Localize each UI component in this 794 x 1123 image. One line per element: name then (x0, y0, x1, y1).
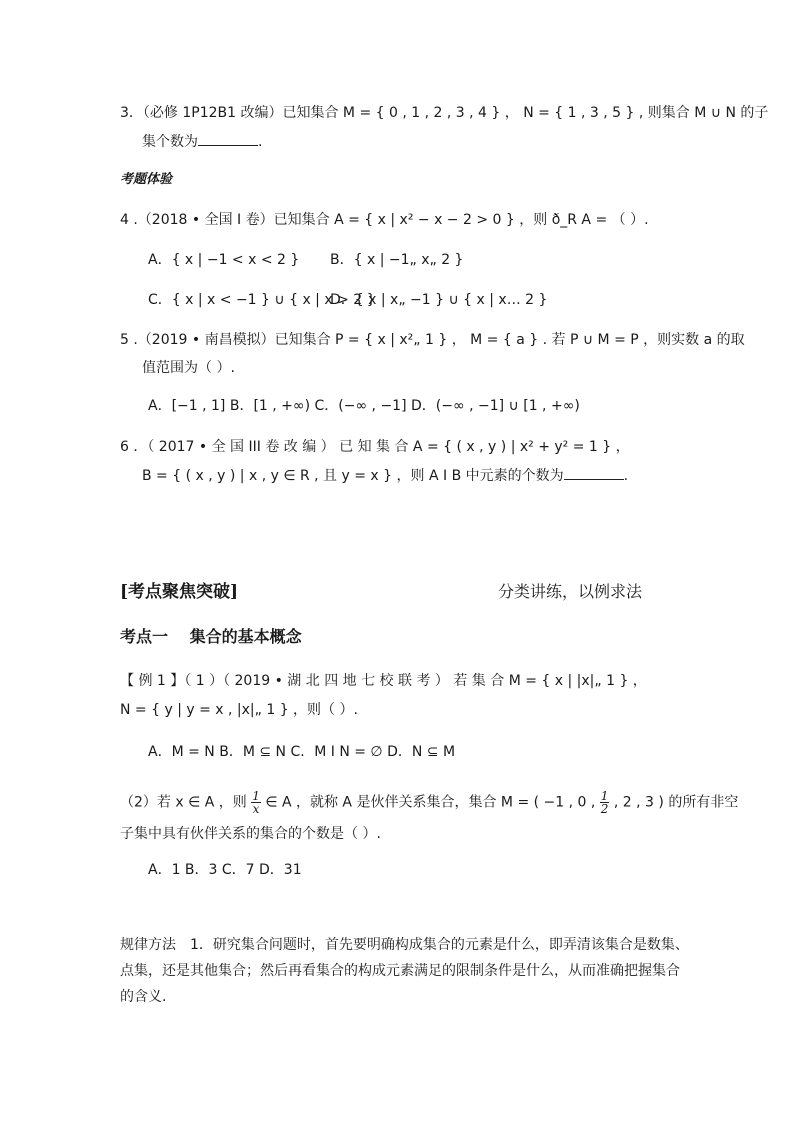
question-4-option-a: A．{ x | −1 < x < 2 } (148, 252, 300, 268)
question-5-line-1: 5 .（2019 • 南昌模拟）已知集合 P = { x | x²„ 1 } ， M = { a } . 若 P ∪ M = P ，则实数 a 的取 (120, 332, 745, 348)
question-6-text: B = { ( x , y ) | x , y ∈ R , 且 y = x } ，则 A I B 中元素的个数为 (142, 468, 564, 484)
fraction-denominator: 2 (600, 802, 609, 816)
fraction-one-over-x (251, 790, 261, 815)
section-subtitle: 分类讲练，以例求法 (498, 582, 643, 601)
method-line-3: 的含义. (120, 989, 167, 1005)
example-2-options: A．1 B．3 C．7 D．31 (148, 862, 302, 878)
example-1-line-2: N = { y | y = x , |x|„ 1 } ，则（ ）. (120, 702, 358, 718)
example-2-line-2: 子集中具有伙伴关系的集合的个数是（ ）. (120, 826, 381, 842)
question-5-line-2: 值范围为（ ）. (142, 360, 235, 376)
example-2-text-mid: ∈ A ，就称 A 是伙伴关系集合，集合 M = ( −1 , 0 , (265, 794, 596, 811)
fraction-numerator: 1 (252, 789, 260, 803)
method-line-2: 点集，还是其他集合；然后再看集合的构成元素满足的限制条件是什么，从而准确把握集合 (120, 963, 680, 979)
question-3-line-1: 3．（必修 1P12B1 改编）已知集合 M = { 0 , 1 , 2 , 3 , 4 } ， N = { 1 , 3 , 5 } , 则集合 M ∪ N 的子 (120, 105, 769, 121)
question-5-options: A．[−1 , 1] B．[1 , +∞) C．(−∞ , −1] D．(−∞ , −1] ∪ [1 , +∞) (148, 398, 580, 414)
question-4-option-d: D．{ x | x„ −1 } ∪ { x | x… 2 } (330, 292, 548, 308)
answer-blank[interactable] (564, 465, 624, 480)
exam-experience-heading: 考题体验 (120, 172, 173, 187)
example-2-text-post: , 2 , 3 ) 的所有非空 (613, 794, 739, 811)
example-2-text-pre: （2）若 x ∈ A ，则 (120, 794, 247, 811)
fraction-denominator: x (252, 802, 260, 816)
key-point-heading: 考点一 集合的基本概念 (120, 627, 302, 646)
example-1-options: A．M = N B．M ⊆ N C．M I N = ∅ D．N ⊆ M (148, 744, 456, 760)
question-4-line-1: 4 .（2018 • 全国 I 卷）已知集合 A = { x | x² − x − 2 > 0 } ，则 ð_R A = （ ）. (120, 212, 649, 228)
example-1-line-1: 【 例 1 】（ 1 ）（ 2019 • 湖 北 四 地 七 校 联 考 ） 若 集 合 M = { x | |x|„ 1 } ， (120, 673, 647, 689)
question-3-end: . (258, 134, 263, 150)
question-3-line-2 (142, 131, 262, 152)
answer-blank[interactable] (198, 131, 258, 146)
question-3-text: 集个数为 (142, 134, 198, 150)
section-title: [考点聚焦突破] (120, 582, 239, 602)
question-6-line-1: 6 ．（ 2017 • 全 国 III 卷 改 编 ） 已 知 集 合 A = { ( x , y ) | x² + y² = 1 } ， (120, 439, 630, 455)
question-6-end: . (623, 468, 629, 484)
method-line-1: 规律方法 1．研究集合问题时，首先要明确构成集合的元素是什么，即弄清该集合是数集、 (120, 937, 689, 953)
fraction-numerator: 1 (600, 789, 609, 803)
question-4-option-c: C．{ x | x < −1 } ∪ { x | x > 2 } (148, 292, 376, 308)
question-4-option-b: B．{ x | −1„ x„ 2 } (330, 252, 464, 268)
example-2-line-1 (120, 790, 738, 815)
fraction-one-half (600, 790, 610, 815)
question-6-line-2 (142, 465, 628, 486)
